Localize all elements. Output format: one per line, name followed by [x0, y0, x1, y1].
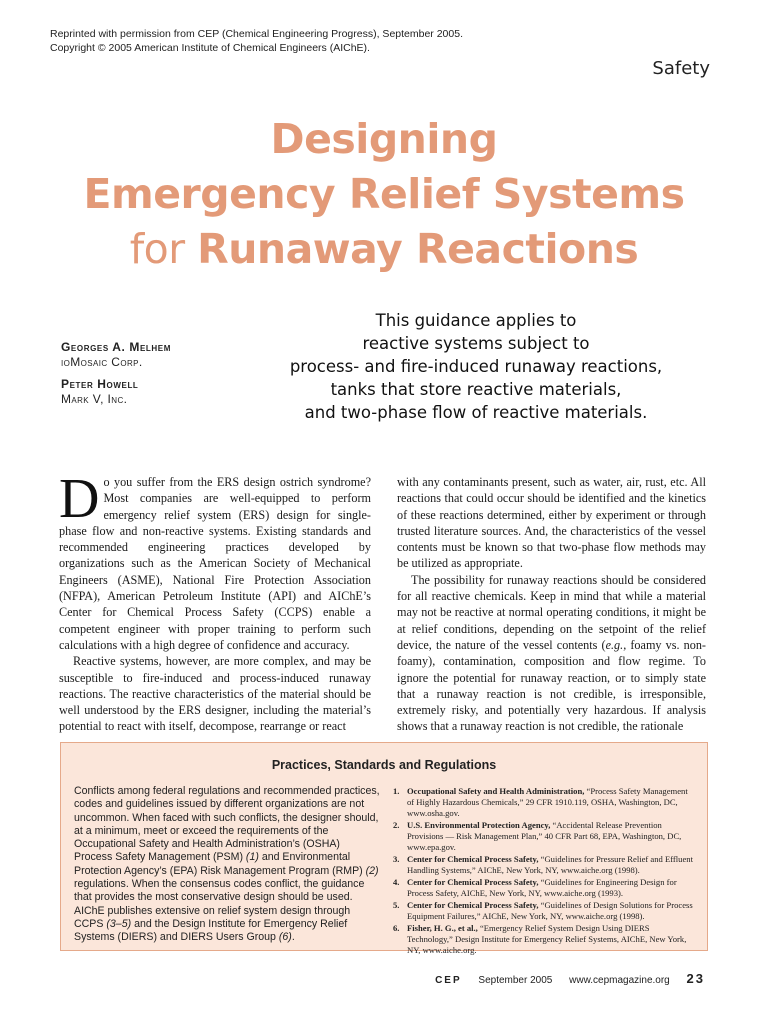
sidebar-box — [60, 742, 708, 955]
sidebar-title: Practices, Standards and Regulations — [271, 758, 497, 772]
emphasis-text: e.g., — [605, 637, 627, 652]
citation-ref: (3–5) — [106, 917, 132, 930]
sidebar-text: and the Design Institute for Emergency Relief Systems (DIERS) and DIERS Users Group — [74, 917, 348, 944]
reference-item — [391, 854, 696, 876]
reference-text: “Guidelines for Engineering Design for Process Safety, AIChE, New York, NY, www.aiche.org (1993). — [407, 877, 677, 898]
sidebar-text: and Environmental Protection Agency’s (EPA) Risk Management Program (RMP) — [74, 851, 366, 877]
article-title — [0, 112, 768, 277]
lead-line: tanks that store reactive materials, — [330, 380, 622, 399]
paragraph-text: o you suffer from the ERS design ostrich syndrome? Most companies are well-equipped to perform emergency relief system (ERS) design for single-phase flow and non-reactive systems. Existing standards and recommended engineering practices developed by organizations such as the American Society of Mechanical Engineers (ASME), National Fire Protection Association (NFPA), American Petroleum Institute (API) and AIChE’s Center for Chemical Process Safety (CCPS) enable a competent engineer with proper training to perform such calculations with a high degree of confidence and accuracy. — [59, 475, 371, 652]
citation-ref: (2) — [365, 864, 379, 877]
reference-number: 3. — [393, 854, 400, 864]
paragraph: with any contaminants present, such as water, air, rust, etc. All reactions that could occur should be identified and the kinetics of these reactions determined, either by experiment or through trusted literature sources. And, the characteristics of the vessel contents must be known so that two-phase flow methods may be utilized as appropriate. — [397, 475, 706, 571]
reprint-line-1: Reprinted with permission from CEP (Chemical Engineering Progress), September 2005. — [50, 28, 463, 40]
reference-author: Center for Chemical Process Safety, — [407, 877, 539, 887]
paragraph — [59, 468, 371, 653]
reference-number: 4. — [393, 877, 400, 887]
author-affiliation: Mark V, Inc. — [61, 392, 128, 406]
author-name: Peter Howell — [61, 377, 139, 391]
drop-cap: D — [59, 468, 100, 530]
lead-line: This guidance applies to — [375, 311, 577, 330]
sidebar-text: . — [291, 931, 295, 944]
reference-author: Fisher, H. G., et al., — [407, 923, 478, 933]
reference-author: Occupational Safety and Health Administration, — [407, 786, 585, 796]
paragraph-text: The possibility for runaway reactions should be considered for all reactive chemicals. Keep in mind that while a material may not be reactive at normal operating conditions, it might be at relief conditions, depending on the setpoint of the relief device, the nature of the vessel contents ( — [397, 572, 706, 652]
reference-item — [391, 820, 696, 853]
issue-date: September 2005 — [478, 975, 553, 986]
page-footer — [421, 971, 705, 986]
reference-number: 6. — [393, 923, 400, 933]
body-column-1 — [59, 468, 371, 735]
lead-summary — [268, 309, 684, 424]
sidebar-text: Conflicts among federal regulations and recommended practices, codes and guidelines issued by different organizations are not uncommon. When faced with such conflicts, the designer should, at a minimum, meet or exceed the requirements of the Occupational Safety and Health Administration’s (OSHA) Process Safety Management (PSM) — [74, 785, 380, 864]
title-line-2: Emergency Relief Systems — [83, 170, 685, 218]
reference-number: 2. — [393, 820, 400, 830]
reference-item — [391, 923, 696, 956]
reference-text: “Accidental Release Prevention Provisions — Risk Management Plan,” 40 CFR Part 68, EPA, Washington, DC, www.epa.gov. — [407, 820, 682, 852]
paragraph — [397, 572, 706, 735]
reference-text: “Guidelines for Pressure Relief and Effluent Handling Systems,” AIChE, New York, NY, www.aiche.org (1998). — [407, 854, 693, 875]
page-number: 23 — [686, 971, 705, 986]
sidebar-body — [74, 785, 380, 945]
reprint-notice — [50, 27, 610, 55]
reprint-line-2: Copyright © 2005 American Institute of Chemical Engineers (AIChE). — [50, 42, 370, 54]
lead-line: and two-phase flow of reactive materials. — [304, 403, 648, 422]
title-line-3-prefix: for — [129, 225, 198, 273]
reference-author: Center for Chemical Process Safety, — [407, 854, 539, 864]
reference-item — [391, 786, 696, 819]
section-label: Safety — [652, 58, 710, 79]
title-line-3-main: Runaway Reactions — [197, 225, 639, 273]
reference-item — [391, 877, 696, 899]
author-affiliation: ioMosaic Corp. — [61, 355, 143, 369]
lead-line: process- and fire-induced runaway reactions, — [289, 357, 663, 376]
reference-text: “Guidelines of Design Solutions for Process Equipment Failures,” AIChE, New York, NY, www.aiche.org (1998). — [407, 900, 693, 921]
paragraph-text: foamy vs. non-foamy), contamination, composition and flow regime. To ignore the potential for runaway reaction, or to simply state that a runaway reaction is not credible, is irresponsible, extremely risky, and potentially very hazardous. If analysis shows that a runaway reaction is not credible, the rationale — [397, 637, 706, 734]
journal-url: www.cepmagazine.org — [569, 975, 670, 986]
author-list — [61, 340, 171, 414]
reference-text: “Process Safety Management of Highly Hazardous Chemicals,” 29 CFR 1910.119, OSHA, Washington, DC, www.osha.gov. — [407, 786, 688, 818]
reference-number: 5. — [393, 900, 400, 910]
title-line-1: Designing — [270, 115, 498, 163]
reference-author: U.S. Environmental Protection Agency, — [407, 820, 551, 830]
reference-author: Center for Chemical Process Safety, — [407, 900, 539, 910]
title-line-3 — [0, 222, 768, 277]
lead-line: reactive systems subject to — [362, 334, 590, 353]
citation-ref: (6) — [278, 931, 292, 944]
journal-name: CEP — [435, 975, 462, 986]
body-column-2 — [397, 474, 706, 735]
reference-number: 1. — [393, 786, 400, 796]
sidebar-text: regulations. When the consensus codes conflict, the guidance that provides the most conservative design should be used. AIChE publishes extensive on relief system design through CCPS — [74, 878, 365, 930]
citation-ref: (1) — [245, 851, 259, 864]
paragraph: Reactive systems, however, are more complex, and may be susceptible to fire-induced and process-induced runaway reactions. The reactive characteristics of the material should be well understood by the ERS designer, including the material’s potential to react with itself, decompose, rearrange or react — [59, 654, 371, 734]
author-name: Georges A. Melhem — [61, 340, 171, 354]
reference-item — [391, 900, 696, 922]
reference-text: “Emergency Relief System Design Using DIERS Technology,” Design Institute for Emergency Relief Systems, AIChE, New York, NY, www.aiche.org. — [407, 923, 687, 955]
reference-list — [391, 786, 696, 957]
